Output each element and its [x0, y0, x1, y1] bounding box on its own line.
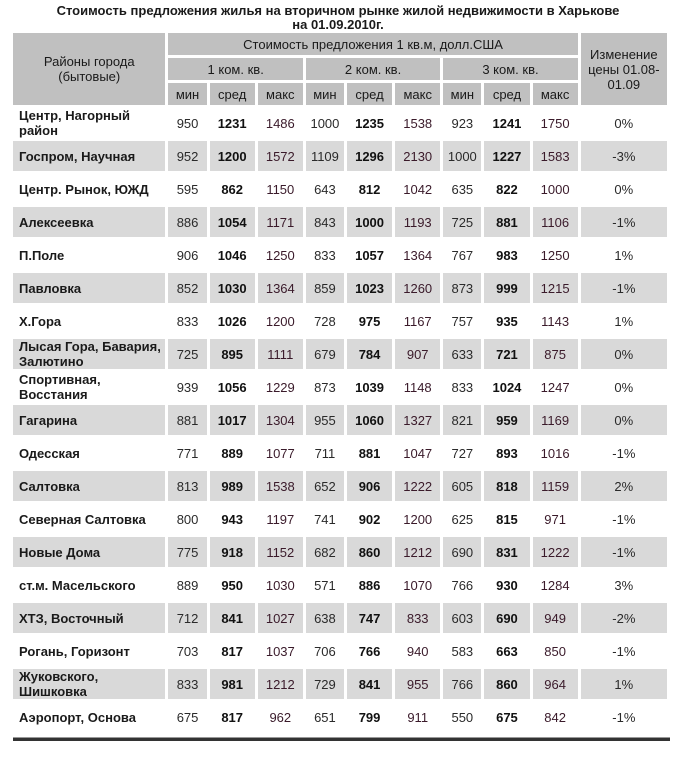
price-max-cell: 1027	[258, 603, 303, 633]
price-max-cell: 1070	[403, 577, 433, 593]
header-max: макс	[258, 83, 303, 105]
price-max-cell: 1750	[540, 115, 570, 131]
price-max-cell: 1106	[533, 207, 578, 237]
title-line-2: на 01.09.2010г.	[292, 17, 384, 32]
header-min: мин	[443, 83, 481, 105]
price-max-cell: 962	[269, 709, 292, 725]
price-min-cell: 843	[306, 207, 344, 237]
price-min-cell: 767	[451, 247, 474, 263]
price-avg-cell: 841	[210, 603, 255, 633]
price-max-cell: 1077	[265, 445, 295, 461]
price-min-cell: 889	[176, 577, 199, 593]
price-min-cell: 635	[451, 181, 474, 197]
price-avg-cell: 1056	[217, 379, 247, 395]
price-avg-cell: 989	[210, 471, 255, 501]
price-max-cell: 1016	[540, 445, 570, 461]
district-name: Гагарина	[13, 405, 165, 435]
header-district: Районы города (бытовые)	[13, 33, 165, 105]
price-avg-cell: 886	[358, 577, 381, 593]
price-max-cell: 1327	[395, 405, 440, 435]
price-max-cell: 1284	[540, 577, 570, 593]
price-avg-cell: 1024	[492, 379, 522, 395]
price-avg-cell: 766	[358, 643, 381, 659]
price-min-cell: 833	[176, 313, 199, 329]
price-max-cell: 1260	[395, 273, 440, 303]
header-price-group: Стоимость предложения 1 кв.м, долл.США	[168, 33, 577, 55]
table-row	[13, 504, 667, 534]
table-row	[13, 174, 667, 204]
price-max-cell: 2130	[395, 141, 440, 171]
price-max-cell: 1152	[258, 537, 303, 567]
table-row	[13, 702, 667, 732]
change-cell: -1%	[612, 709, 636, 725]
price-min-cell: 711	[314, 445, 336, 461]
table-row	[13, 636, 667, 666]
header-avg: сред	[210, 83, 255, 105]
district-name: Рогань, Горизонт	[19, 643, 130, 659]
price-max-cell: 1212	[395, 537, 440, 567]
price-max-cell: 955	[395, 669, 440, 699]
price-avg-cell: 1057	[355, 247, 385, 263]
district-name: Павловка	[13, 273, 165, 303]
price-avg-cell: 895	[210, 339, 255, 369]
bottom-rule	[13, 737, 670, 741]
price-min-cell: 859	[306, 273, 344, 303]
change-cell: -3%	[581, 141, 667, 171]
district-name: П.Поле	[19, 247, 65, 263]
price-avg-cell: 1000	[347, 207, 392, 237]
change-cell: -1%	[581, 207, 667, 237]
price-min-cell: 873	[443, 273, 481, 303]
price-max-cell: 842	[544, 709, 566, 725]
price-min-cell: 595	[176, 181, 199, 197]
district-name: Новые Дома	[13, 537, 165, 567]
price-max-cell: 1247	[540, 379, 570, 395]
price-min-cell: 603	[443, 603, 481, 633]
price-min-cell: 881	[168, 405, 206, 435]
price-min-cell: 800	[176, 511, 199, 527]
price-min-cell: 706	[314, 643, 336, 659]
table-row	[13, 372, 667, 402]
price-min-cell: 690	[443, 537, 481, 567]
header-change: Изменение цены 01.08-01.09	[581, 33, 667, 105]
district-name: Госпром, Научная	[13, 141, 165, 171]
price-max-cell: 1250	[540, 247, 570, 263]
price-avg-cell: 943	[221, 511, 244, 527]
price-min-cell: 625	[451, 511, 474, 527]
table-row	[13, 240, 667, 270]
price-avg-cell: 822	[496, 181, 518, 197]
table-row	[13, 537, 667, 567]
price-max-cell: 1148	[403, 379, 432, 395]
price-max-cell: 911	[407, 709, 429, 725]
price-max-cell: 1143	[541, 313, 570, 329]
price-max-cell: 1200	[403, 511, 433, 527]
price-min-cell: 1000	[443, 141, 481, 171]
price-min-cell: 729	[306, 669, 344, 699]
price-avg-cell: 815	[496, 511, 518, 527]
table-body	[13, 108, 667, 732]
price-max-cell: 1212	[258, 669, 303, 699]
district-name: Спортивная, Восстания	[19, 372, 101, 402]
page-title	[0, 0, 676, 30]
price-min-cell: 682	[306, 537, 344, 567]
change-cell: 0%	[614, 379, 634, 395]
price-min-cell: 643	[314, 181, 336, 197]
price-avg-cell: 999	[484, 273, 529, 303]
header-avg: сред	[484, 83, 529, 105]
price-avg-cell: 860	[347, 537, 392, 567]
price-max-cell: 1364	[258, 273, 303, 303]
price-min-cell: 571	[314, 577, 336, 593]
change-cell: 0%	[581, 405, 667, 435]
price-avg-cell: 675	[496, 709, 518, 725]
header-avg: сред	[347, 83, 392, 105]
price-min-cell: 703	[176, 643, 199, 659]
price-avg-cell: 1296	[347, 141, 392, 171]
price-max-cell: 1200	[265, 313, 295, 329]
header-max: макс	[395, 83, 440, 105]
table-row	[13, 141, 667, 171]
table-row	[13, 273, 667, 303]
change-cell: -1%	[612, 445, 636, 461]
price-avg-cell: 881	[358, 445, 381, 461]
price-avg-cell: 1017	[210, 405, 255, 435]
price-max-cell: 1222	[395, 471, 440, 501]
price-max-cell: 850	[544, 643, 566, 659]
price-max-cell: 1197	[266, 511, 295, 527]
price-max-cell: 949	[533, 603, 578, 633]
header-min: мин	[306, 83, 344, 105]
price-avg-cell: 1231	[217, 115, 247, 131]
change-cell: 1%	[581, 669, 667, 699]
price-min-cell: 605	[443, 471, 481, 501]
price-max-cell: 1222	[533, 537, 578, 567]
price-max-cell: 971	[544, 511, 566, 527]
price-min-cell: 633	[443, 339, 481, 369]
price-min-cell: 813	[168, 471, 206, 501]
price-avg-cell: 930	[496, 577, 518, 593]
price-min-cell: 952	[168, 141, 206, 171]
price-min-cell: 833	[451, 379, 474, 395]
price-avg-cell: 747	[347, 603, 392, 633]
price-min-cell: 873	[314, 379, 336, 395]
table-row	[13, 207, 667, 237]
price-avg-cell: 812	[358, 181, 381, 197]
district-name: Жуковского, Шишковка	[13, 669, 165, 699]
price-min-cell: 955	[306, 405, 344, 435]
change-cell: -1%	[612, 511, 636, 527]
price-max-cell: 1000	[540, 181, 570, 197]
district-name: Аэропорт, Основа	[19, 709, 136, 725]
price-avg-cell: 721	[484, 339, 529, 369]
price-min-cell: 725	[168, 339, 206, 369]
price-avg-cell: 1227	[484, 141, 529, 171]
change-cell: 0%	[614, 181, 634, 197]
price-avg-cell: 799	[358, 709, 381, 725]
price-avg-cell: 860	[484, 669, 529, 699]
price-max-cell: 1047	[403, 445, 433, 461]
header-room-1: 1 ком. кв.	[168, 58, 302, 80]
price-max-cell: 1304	[258, 405, 303, 435]
title-line-1: Стоимость предложения жилья на вторичном рынке жилой недвижимости в Харькове	[56, 3, 620, 18]
price-min-cell: 1000	[310, 115, 340, 131]
price-avg-cell: 862	[221, 181, 244, 197]
price-min-cell: 906	[176, 247, 199, 263]
price-avg-cell: 1235	[355, 115, 385, 131]
price-max-cell: 1030	[265, 577, 295, 593]
table-row	[13, 471, 667, 501]
price-min-cell: 725	[443, 207, 481, 237]
price-max-cell: 940	[406, 643, 429, 659]
price-min-cell: 583	[451, 643, 474, 659]
table-row	[13, 306, 667, 336]
change-cell: 2%	[581, 471, 667, 501]
price-max-cell: 833	[395, 603, 440, 633]
change-cell: 1%	[614, 247, 634, 263]
price-max-cell: 1150	[266, 181, 295, 197]
price-max-cell: 1042	[403, 181, 433, 197]
price-max-cell: 1167	[403, 313, 432, 329]
price-max-cell: 1159	[533, 471, 578, 501]
district-name: ХТЗ, Восточный	[13, 603, 165, 633]
table-row	[13, 669, 667, 699]
price-avg-cell: 981	[210, 669, 255, 699]
change-cell: 0%	[614, 115, 634, 131]
change-cell: -1%	[581, 537, 667, 567]
price-avg-cell: 902	[358, 511, 381, 527]
price-min-cell: 652	[306, 471, 344, 501]
price-min-cell: 1109	[306, 141, 344, 171]
price-avg-cell: 1241	[492, 115, 522, 131]
price-max-cell: 1486	[265, 115, 295, 131]
price-min-cell: 766	[443, 669, 481, 699]
price-avg-cell: 1200	[210, 141, 255, 171]
price-min-cell: 821	[443, 405, 481, 435]
table-row	[13, 603, 667, 633]
table-row	[13, 405, 667, 435]
price-min-cell: 775	[168, 537, 206, 567]
price-max-cell: 1037	[265, 643, 295, 659]
price-min-cell: 852	[168, 273, 206, 303]
price-min-cell: 833	[314, 247, 336, 263]
price-min-cell: 771	[176, 445, 199, 461]
price-avg-cell: 817	[221, 643, 244, 659]
price-max-cell: 907	[395, 339, 440, 369]
district-name: Салтовка	[13, 471, 165, 501]
change-cell: -1%	[612, 643, 636, 659]
header-room-3: 3 ком. кв.	[443, 58, 577, 80]
header-min: мин	[168, 83, 206, 105]
price-avg-cell: 818	[484, 471, 529, 501]
price-avg-cell: 1054	[210, 207, 255, 237]
price-avg-cell: 1060	[347, 405, 392, 435]
price-avg-cell: 935	[496, 313, 518, 329]
price-avg-cell: 975	[358, 313, 381, 329]
change-cell: -1%	[581, 273, 667, 303]
price-max-cell: 1364	[403, 247, 433, 263]
price-max-cell: 1215	[533, 273, 578, 303]
price-min-cell: 833	[168, 669, 206, 699]
price-min-cell: 727	[451, 445, 474, 461]
price-max-cell: 1171	[258, 207, 303, 237]
header-max: макс	[533, 83, 578, 105]
price-min-cell: 712	[168, 603, 206, 633]
price-min-cell: 923	[451, 115, 474, 131]
district-name: Алексеевка	[13, 207, 165, 237]
price-max-cell: 1538	[403, 115, 433, 131]
price-avg-cell: 1039	[355, 379, 385, 395]
price-min-cell: 741	[314, 511, 336, 527]
price-avg-cell: 831	[484, 537, 529, 567]
price-max-cell: 1250	[265, 247, 295, 263]
price-max-cell: 1572	[258, 141, 303, 171]
price-min-cell: 757	[451, 313, 474, 329]
price-min-cell: 886	[168, 207, 206, 237]
district-name: Центр. Рынок, ЮЖД	[19, 181, 149, 197]
price-avg-cell: 918	[210, 537, 255, 567]
price-min-cell: 675	[176, 709, 199, 725]
price-max-cell: 1193	[395, 207, 440, 237]
price-avg-cell: 1030	[210, 273, 255, 303]
price-avg-cell: 1046	[217, 247, 247, 263]
price-min-cell: 679	[306, 339, 344, 369]
price-max-cell: 1583	[533, 141, 578, 171]
price-max-cell: 1229	[265, 379, 295, 395]
district-name: Одесская	[19, 445, 80, 461]
price-min-cell: 939	[176, 379, 199, 395]
price-avg-cell: 959	[484, 405, 529, 435]
change-cell: 3%	[614, 577, 634, 593]
price-avg-cell: 690	[484, 603, 529, 633]
price-avg-cell: 881	[484, 207, 529, 237]
price-avg-cell: 817	[221, 709, 244, 725]
price-table	[10, 30, 670, 735]
change-cell: 1%	[614, 313, 634, 329]
price-min-cell: 728	[314, 313, 336, 329]
district-name: Лысая Гора, Бавария, Залютино	[13, 339, 165, 369]
table-header	[13, 33, 667, 105]
change-cell: 0%	[581, 339, 667, 369]
price-max-cell: 1111	[258, 339, 303, 369]
price-max-cell: 1169	[533, 405, 578, 435]
table-row	[13, 570, 667, 600]
price-max-cell: 875	[533, 339, 578, 369]
price-max-cell: 1538	[258, 471, 303, 501]
district-name: ст.м. Масельского	[19, 577, 136, 593]
price-avg-cell: 1023	[347, 273, 392, 303]
price-avg-cell: 893	[496, 445, 518, 461]
change-cell: -2%	[581, 603, 667, 633]
district-name: Северная Салтовка	[19, 511, 146, 527]
table-row	[13, 339, 667, 369]
header-room-2: 2 ком. кв.	[306, 58, 440, 80]
price-avg-cell: 983	[496, 247, 518, 263]
district-name: Х.Гора	[19, 313, 62, 329]
price-min-cell: 638	[306, 603, 344, 633]
price-avg-cell: 1026	[217, 313, 247, 329]
price-min-cell: 766	[451, 577, 474, 593]
price-avg-cell: 906	[347, 471, 392, 501]
price-min-cell: 550	[451, 709, 474, 725]
price-avg-cell: 784	[347, 339, 392, 369]
price-min-cell: 651	[314, 709, 336, 725]
price-avg-cell: 889	[221, 445, 244, 461]
table-row	[13, 438, 667, 468]
price-max-cell: 964	[533, 669, 578, 699]
table-row	[13, 108, 667, 138]
district-name: Центр, Нагорный район	[19, 108, 130, 138]
price-avg-cell: 950	[221, 577, 244, 593]
price-avg-cell: 841	[347, 669, 392, 699]
price-avg-cell: 663	[496, 643, 518, 659]
price-min-cell: 950	[176, 115, 199, 131]
